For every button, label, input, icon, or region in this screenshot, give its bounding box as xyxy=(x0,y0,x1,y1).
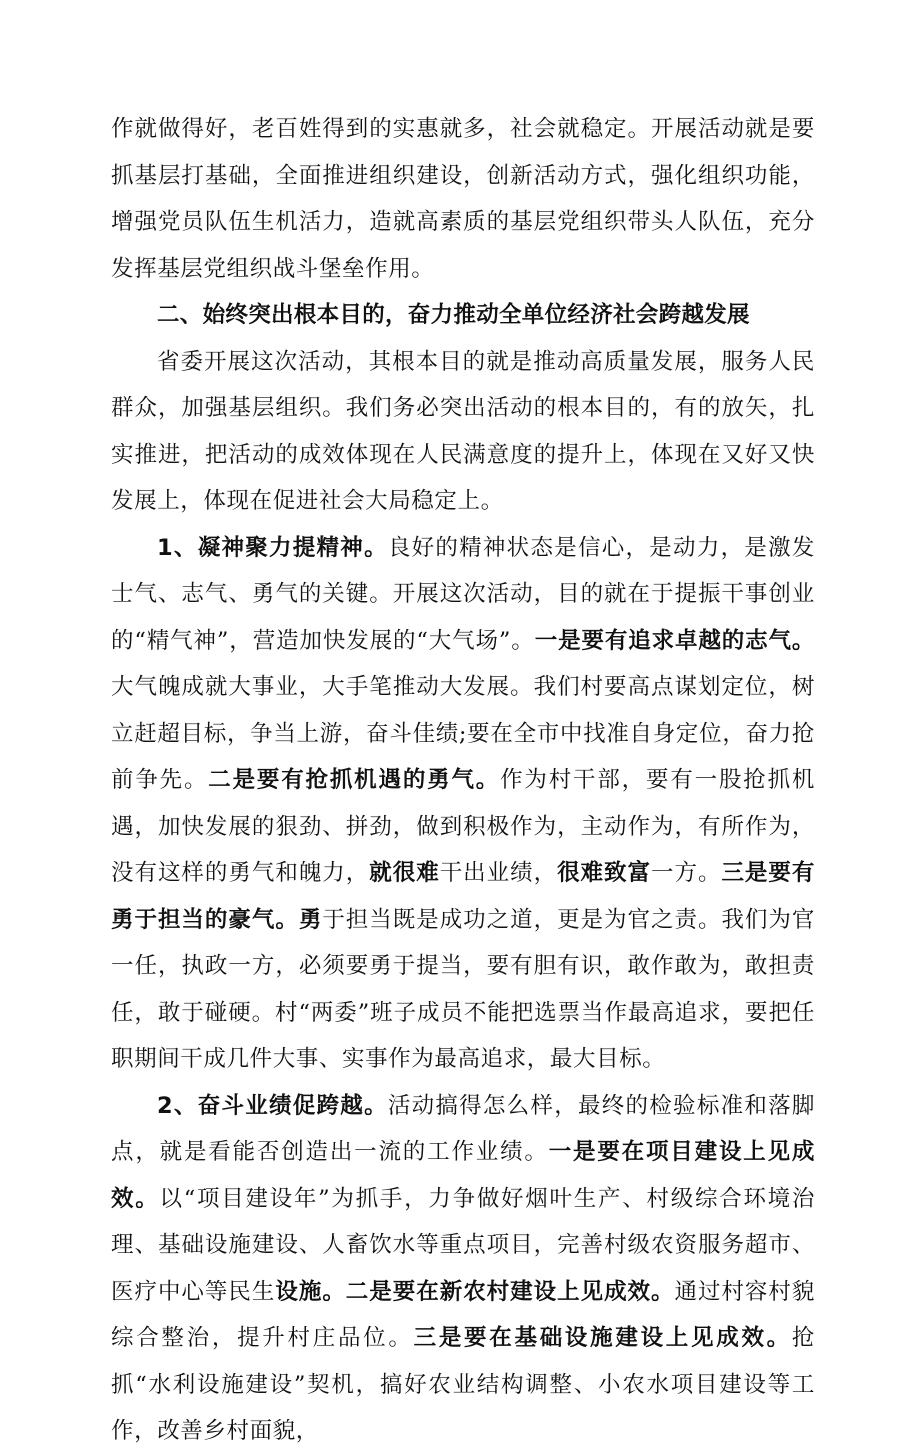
paragraph-performance xyxy=(111,1083,815,1455)
text-region: 一方。 xyxy=(651,860,722,886)
emphasis-hard: 就很难 xyxy=(369,860,440,886)
point-one-projects: 一是要在项目建设上见成效。 xyxy=(111,1139,815,1212)
text-spirit-intro: 良好的精神状态是信心，是动力，是激发士气、志气、勇气的关键。开展这次活动，目的就在于提振干事创业的“精气神”，营造加快发展的“大气场”。 xyxy=(111,534,815,654)
text-projects: 以“项目建设年”为抓手，力争做好烟叶生产、村级综合环境治理、基础设施建设、人畜饮水等重点项目，完善村级农资服务超市、医疗中心等民生 xyxy=(111,1185,816,1305)
point-one-ambition: 一是要有追求卓越的志气。 xyxy=(534,627,816,654)
text-performance-intro: 活动搞得怎么样，最终的检验标准和落脚点，就是看能否创造出一流的工作业绩。 xyxy=(111,1092,815,1165)
text-ambition: 大气魄成就大事业，大手笔推动大发展。我们村要高点谋划定位，树立赶超目标，争当上游，奋斗佳绩;要在全市中找准自身定位，奋力抢前争先。 xyxy=(111,674,815,793)
paragraph-purpose: 省委开展这次活动，其根本目的就是推动高质量发展，服务人民群众，加强基层组织。我们务必突出活动的根本目的，有的放矢，扎实推进，把活动的成效体现在人民满意度的提升上，体现在又好又快发展上，体现在促进社会大局稳定上。 xyxy=(111,348,815,514)
point-three-responsibility: 三是要有勇于担当的豪气。勇 xyxy=(111,860,815,933)
point-three-infrastructure: 三是要在基础设施建设上见成效。 xyxy=(413,1325,792,1351)
section-heading: 二、始终突出根本目的，奋力推动全单位经济社会跨越发展 xyxy=(157,302,750,328)
text-achievement: 干出业绩， xyxy=(439,860,558,886)
point-two-courage: 二是要有抢抓机遇的勇气。 xyxy=(208,767,501,793)
subheading-performance: 2、奋斗业绩促跨越。 xyxy=(157,1092,388,1119)
paragraph-continuation: 作就做得好，老百姓得到的实惠就多，社会就稳定。开展活动就是要抓基层打基础，全面推进组织建设，创新活动方式，强化组织功能，增强党员队伍生机活力，造就高素质的基层党组织带头人队伍，充分发挥基层党组织战斗堡垒作用。 xyxy=(111,116,815,282)
emphasis-wealth: 很难致富 xyxy=(557,860,651,886)
subheading-spirit: 1、凝神聚力提精神。 xyxy=(157,534,388,561)
point-two-countryside: 设施。二是要在新农村建设上见成效。 xyxy=(275,1278,675,1305)
paragraph-spirit xyxy=(111,525,815,1083)
text-countryside: 通过村容村貌综合整治，提升村庄品位。 xyxy=(111,1278,815,1351)
text-infrastructure: 抢抓“水利设施建设”契机，搞好农业结构调整、小农水项目建设等工作，改善乡村面貌， xyxy=(111,1325,815,1444)
text-courage: 作为村干部，要有一股抢抓机遇，加快发展的狠劲、拼劲，做到积极作为，主动作为，有所作为，没有这样的勇气和魄力， xyxy=(111,767,815,886)
text-responsibility: 于担当既是成功之道，更是为官之责。我们为官一任，执政一方，必须要勇于提当，要有胆有识，敢作敢为，敢担责任，敢于碰硬。村“两委”班子成员不能把选票当作最高追求，要把任职期间干成几件大事、实事作为最高追求，最大目标。 xyxy=(111,906,815,1072)
